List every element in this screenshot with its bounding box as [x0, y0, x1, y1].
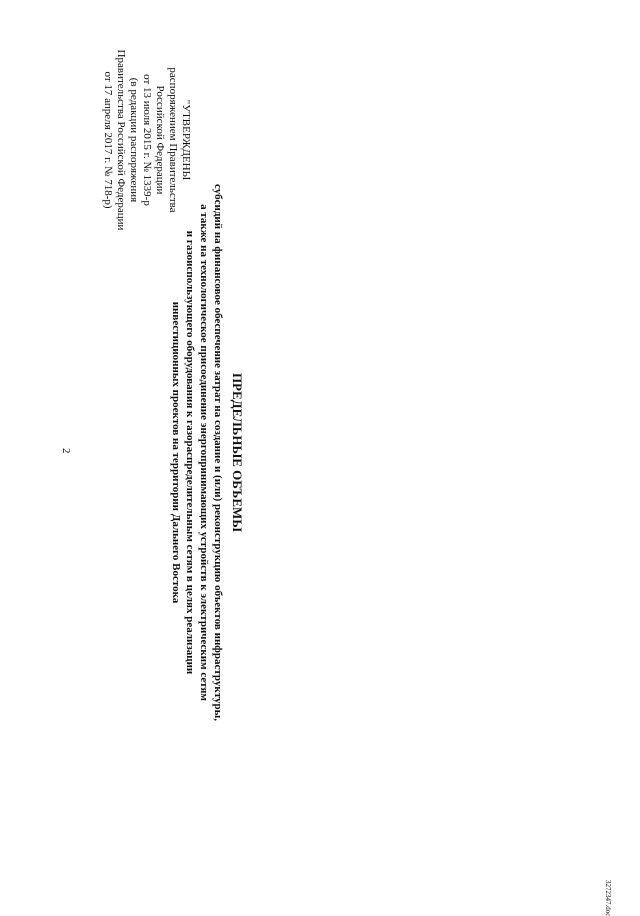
approval-line: от 17 апреля 2017 г. № 718-р) — [102, 71, 114, 209]
document-title: ПРЕДЕЛЬНЫЕ ОБЪЕМЫ — [230, 372, 245, 533]
approval-line: (в редакции распоряжения — [128, 77, 140, 203]
approval-line: Правительства Российской Федерации — [115, 49, 127, 231]
approval-line: Российской Федерации — [154, 85, 166, 195]
subtitle-line: инвестиционных проектов на территории Дальнего Востока — [170, 301, 182, 604]
subtitle-line: и газоиспользующего оборудования к газораспределительным сетям в целях реализации — [184, 230, 196, 675]
subtitle-line: а также на технологическое присоединение энергопринимающих устройств к электрическим сетям — [198, 204, 210, 701]
approval-line: от 13 июля 2015 г. № 1339-р — [141, 74, 153, 206]
footer-code: 3272347.doc — [604, 880, 612, 916]
approval-line: распоряжением Правительства — [167, 67, 179, 213]
approval-line: "УТВЕРЖДЕНЫ — [180, 99, 192, 181]
subtitle-line: субсидий на финансовое обеспечение затрат на создание и (или) реконструкцию объектов инфраструктуры, — [212, 184, 224, 721]
document-subtitle — [169, 0, 225, 905]
page-number: 2 — [60, 448, 72, 454]
